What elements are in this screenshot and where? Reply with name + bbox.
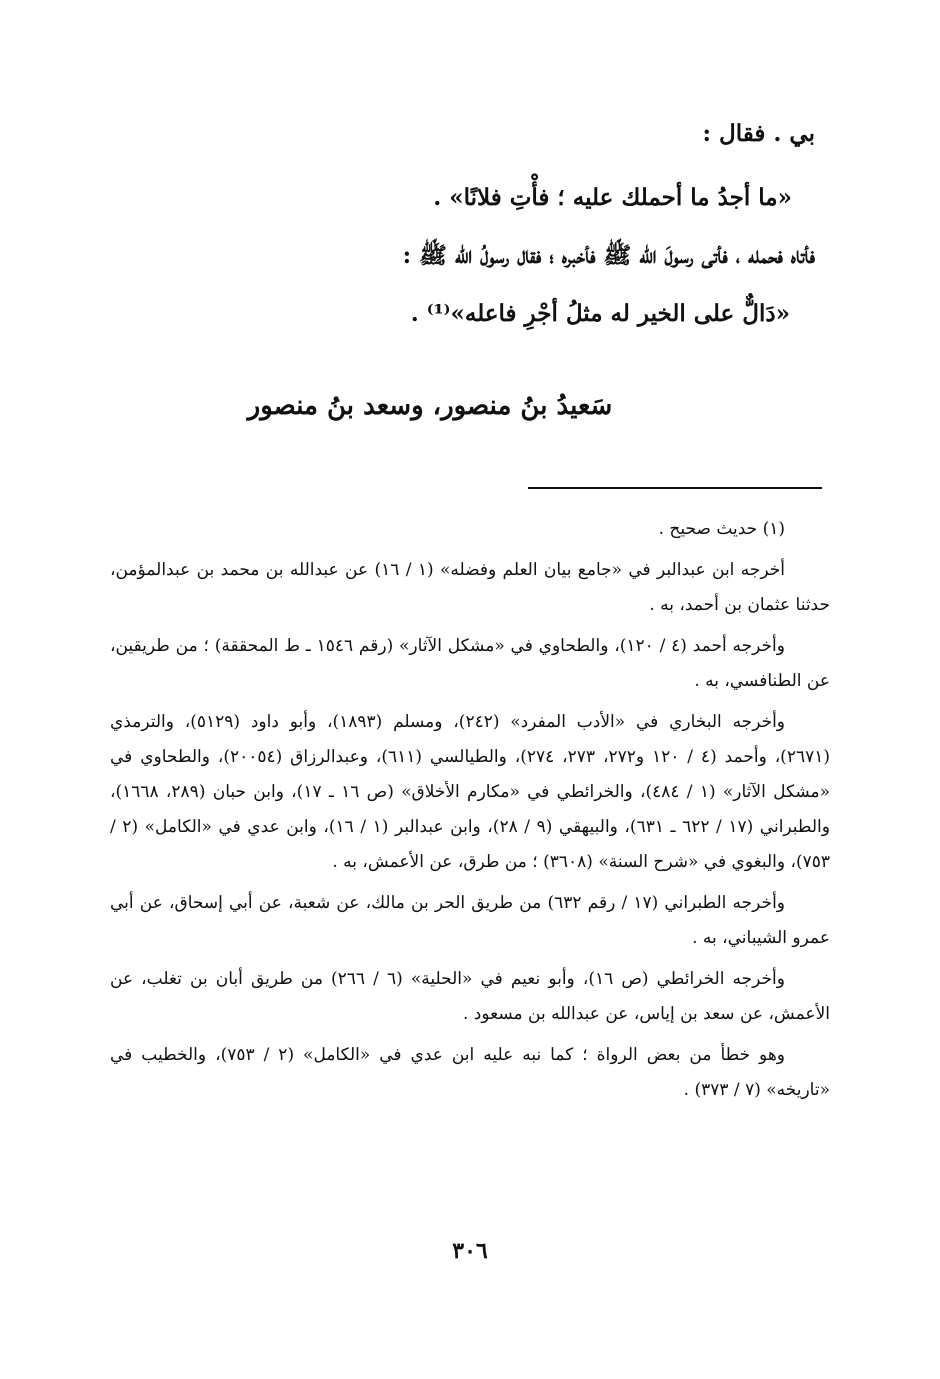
footnote-paragraph: وأخرجه الخرائطي (ص ١٦)، وأبو نعيم في «الحلية» (٦ / ٢٦٦) من طريق أبان بن تغلب، عن الأعمش، عن سعد بن إياس، عن عبدالله بن مسعود . [110,969,830,1024]
footnotes [110,512,830,1114]
main-text-line-1: بي . فقال : [702,120,815,147]
section-title: سَعيدُ بنُ منصور، وسعد بنُ منصور [247,391,613,421]
footnote-paragraph: وأخرجه الطبراني (١٧ / رقم ٦٣٢) من طريق الحر بن مالك، عن شعبة، عن أبي إسحاق، عن أبي عمرو الشيباني، به . [110,893,830,948]
footnote-paragraph: وأخرجه أحمد (٤ / ١٢٠)، والطحاوي في «مشكل الآثار» (رقم ١٥٤٦ ـ ط المحققة) ؛ من طريقين، عن الطنافسي، به . [110,636,830,691]
page-number: ٣٠٦ [452,1238,488,1264]
main-text-line-4: «دَالٌّ على الخير له مثلُ أجْرِ فاعله»⁽¹⁾ . [410,300,790,327]
main-text-line-2: «ما أجدُ ما أحملك عليه ؛ فأْتِ فلانًا» . [433,184,792,211]
footnote-paragraph: وهو خطأ من بعض الرواة ؛ كما نبه عليه ابن عدي في «الكامل» (٢ / ٧٥٣)، والخطيب في «تاريخه» (٧ / ٣٧٣) . [110,1045,830,1100]
footnote-paragraph: وأخرجه البخاري في «الأدب المفرد» (٢٤٢)، ومسلم (١٨٩٣)، وأبو داود (٥١٢٩)، والترمذي (٢٦٧١)، وأحمد (٤ / ١٢٠ و٢٧٢، ٢٧٣، ٢٧٤)، والطيالسي (٦١١)، وعبدالرزاق (٢٠٠٥٤)، والطحاوي في «مشكل الآثار» (١ / ٤٨٤)، والخرائطي في «مكارم الأخلاق» (ص ١٦ ـ ١٧)، وابن حبان (٢٨٩، ١٦٦٨)، والطبراني (١٧ / ٦٢٢ ـ ٦٣١)، والبيهقي (٩ / ٢٨)، وابن عبدالبر (١ / ١٦)، وابن عدي في «الكامل» (٢ / ٧٥٣)، والبغوي في «شرح السنة» (٣٦٠٨) ؛ من طرق، عن الأعمش، به . [110,712,831,872]
footnote-divider [528,487,822,489]
footnote-paragraph: (١) حديث صحيح . [658,519,785,539]
main-text-line-3: فأتاه فحمله ، فأتى رسولَ الله ﷺ فأخبره ؛ فقال رسولُ الله ﷺ : [402,242,815,269]
footnote-paragraph: أخرجه ابن عبدالبر في «جامع بيان العلم وفضله» (١ / ١٦) عن عبدالله بن محمد بن عبدالمؤمن، حدثنا عثمان بن أحمد، به . [110,560,830,615]
